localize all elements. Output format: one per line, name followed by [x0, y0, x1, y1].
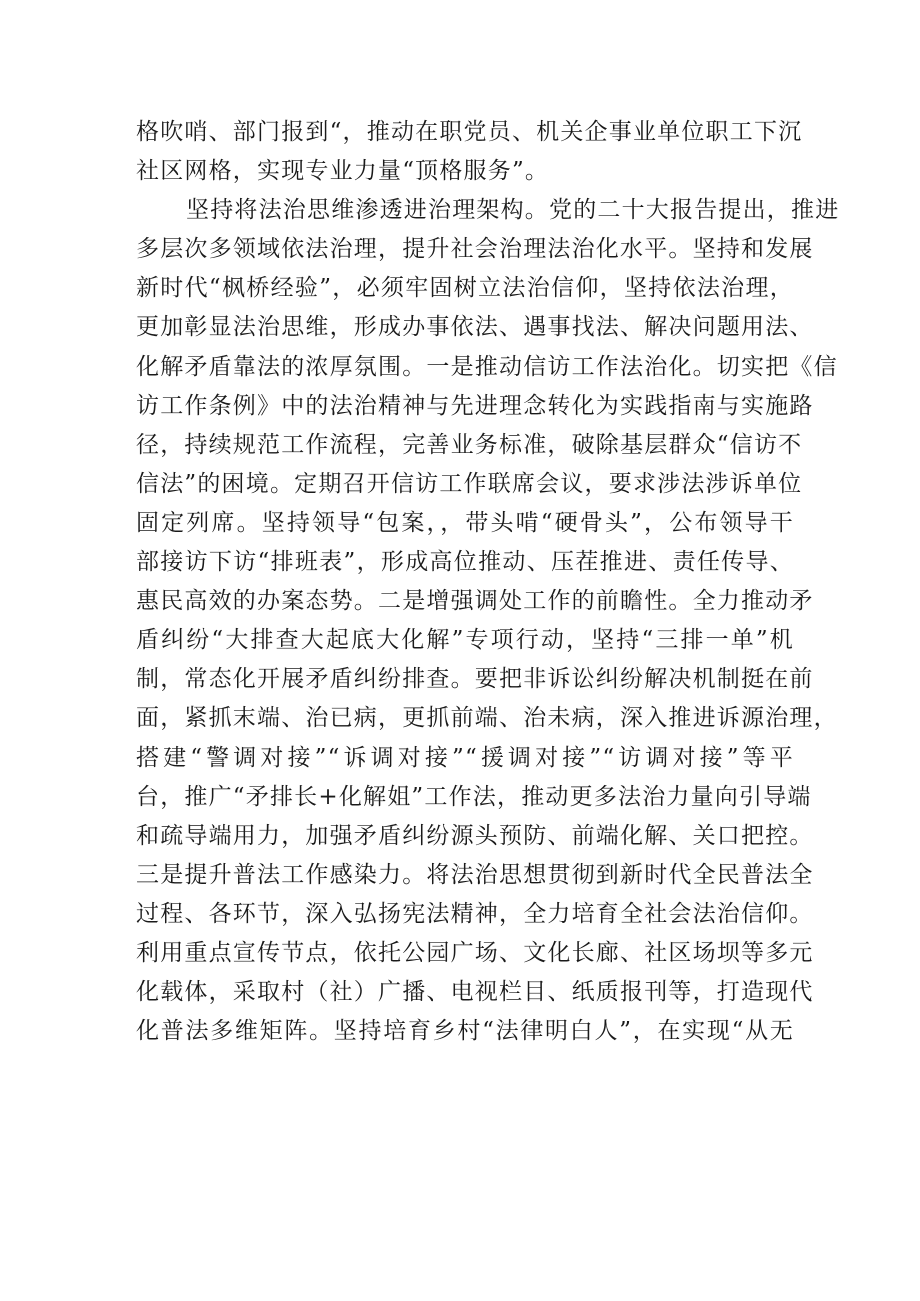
- text-line: 固定列席。坚持领导“包案，，带头啃“硬骨头”，公布领导干: [136, 509, 794, 536]
- text-line: 格吹哨、部门报到“，推动在职党员、机关企事业单位职工下沉: [136, 119, 803, 145]
- text-line: 信法”的困境。定期召开信访工作联席会议，要求涉法涉诉单位: [136, 470, 803, 497]
- text-line: 化解矛盾靠法的浓厚氛围。一是推动信访工作法治化。切实把《信: [136, 353, 838, 380]
- text-line: 盾纠纷“大排查大起底大化解”专项行动，坚持“三排一单”机: [136, 627, 794, 654]
- text-line: 搭建“警调对接”“诉调对接”“援调对接”“访调对接”等平: [136, 744, 794, 771]
- text-line: 部接访下访“排班表”，形成高位推动、压茬推进、责任传导、: [136, 549, 794, 576]
- text-line: 社区网格，实现专业力量“顶格服务”。: [136, 158, 550, 185]
- text-line: 制，常态化开展矛盾纠纷排查。要把非诉讼纠纷解决机制挺在前: [136, 666, 814, 693]
- text-line: 径，持续规范工作流程，完善业务标准，破除基层群众“信访不: [136, 431, 803, 458]
- text-line: 坚持将法治思维渗透进治理架构。党的二十大报告提出，推进: [186, 197, 840, 224]
- text-line: 访工作条例》中的法治精神与先进理念转化为实践指南与实施路: [136, 392, 814, 419]
- text-line: 更加彰显法治思维，形成办事依法、遇事找法、解决问题用法、: [136, 314, 814, 341]
- text-line: 三是提升普法工作感染力。将法治思想贯彻到新时代全民普法全: [136, 861, 814, 888]
- body-text: [136, 113, 840, 1051]
- text-line: 惠民高效的办案态势。二是增强调处工作的前瞻性。全力推动矛: [136, 588, 814, 615]
- text-line: 和疏导端用力，加强矛盾纠纷源头预防、前端化解、关口把控。: [136, 822, 814, 849]
- text-line: 台，推广“矛排长+化解姐”工作法，推动更多法治力量向引导端: [136, 783, 812, 810]
- text-line: 过程、各环节，深入弘扬宪法精神，全力培育全社会法治信仰。: [136, 900, 814, 927]
- text-line: 新时代“枫桥经验”，必须牢固树立法治信仰，坚持依法治理，: [136, 275, 794, 302]
- text-line: 利用重点宣传节点，依托公园广场、文化长廊、社区场坝等多元: [136, 939, 814, 966]
- text-line: 化载体，采取村（社）广播、电视栏目、纸质报刊等，打造现代: [136, 979, 814, 1006]
- text-line: 多层次多领域依法治理，提升社会治理法治化水平。坚持和发展: [136, 236, 814, 263]
- text-line: 化普法多维矩阵。坚持培育乡村“法律明白人”，在实现“从无: [136, 1018, 794, 1045]
- text-line: 面，紧抓末端、治已病，更抓前端、治未病，深入推进诉源治理，: [136, 705, 838, 732]
